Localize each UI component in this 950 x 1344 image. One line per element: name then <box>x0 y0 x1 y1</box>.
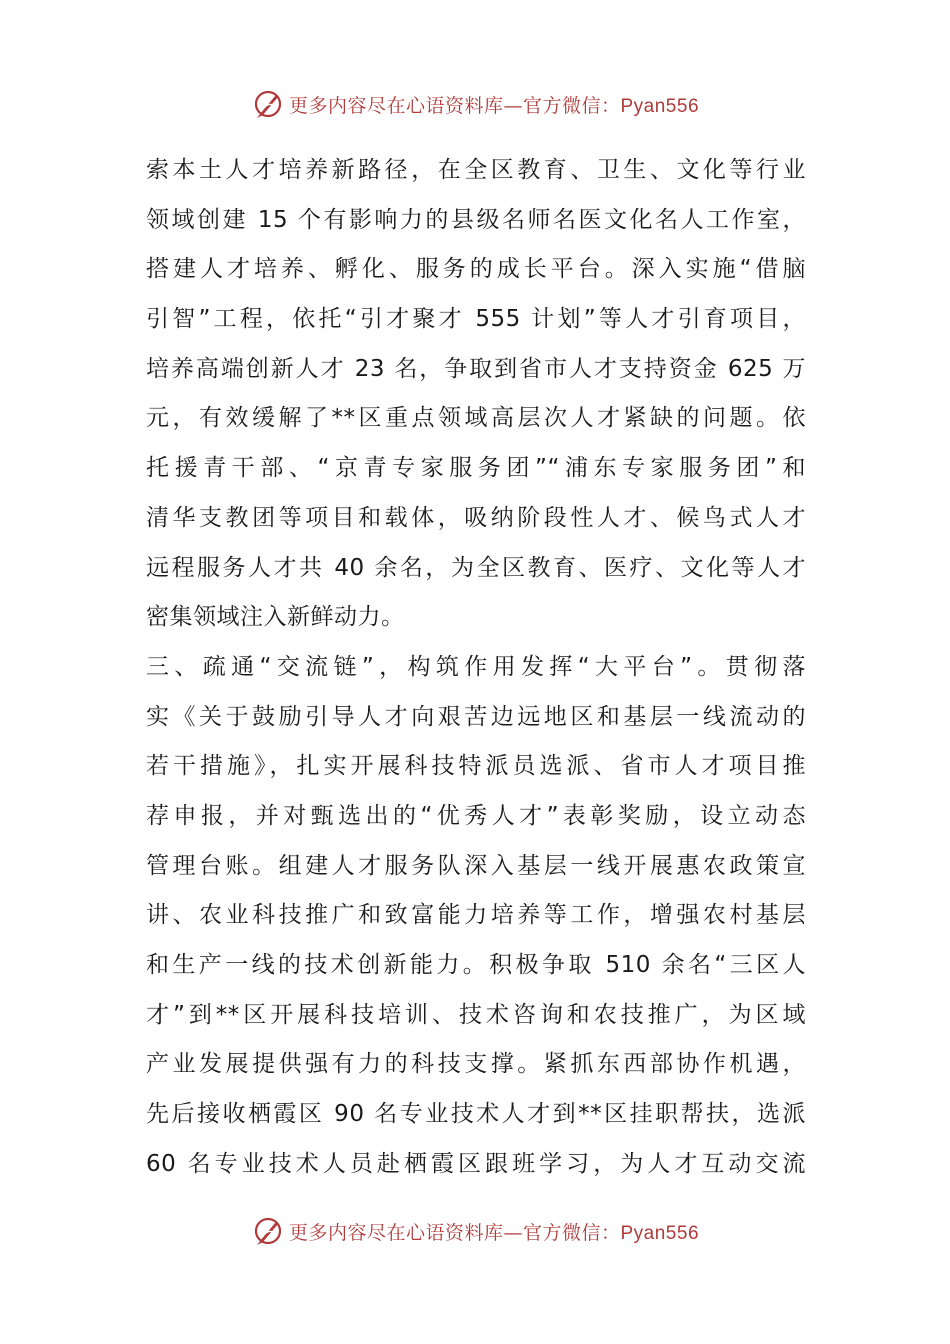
watermark-wechat-id: Pyan556 <box>620 95 700 117</box>
body-line: 若干措施》，扎实开展科技特派员选派、省市人才项目推 <box>146 753 806 780</box>
body-line: 才”到**区开展科技培训、技术咨询和农技推广，为区域 <box>146 1001 806 1028</box>
body-line: 60 名专业技术人员赴栖霞区跟班学习，为人才互动交流 <box>146 1150 806 1177</box>
body-line: 领域创建 15 个有影响力的县级名师名医文化名人工作室， <box>146 206 806 233</box>
watermark-text <box>289 1218 699 1245</box>
body-line: 荐申报，并对甄选出的“优秀人才”表彰奖励，设立动态 <box>146 802 806 829</box>
watermark-wechat-id: Pyan556 <box>620 1222 700 1244</box>
body-line: 元，有效缓解了**区重点领域高层次人才紧缺的问题。依 <box>146 405 806 432</box>
body-line: 密集领域注入新鲜动力。 <box>146 604 405 631</box>
section-heading-line: 三、疏通“交流链”，构筑作用发挥“大平台”。贯彻落 <box>146 653 806 680</box>
watermark-label: 更多内容尽在心语资料库—官方微信： <box>288 1221 621 1244</box>
body-line: 讲、农业科技推广和致富能力培养等工作，增强农村基层 <box>146 902 806 929</box>
body-line: 实《关于鼓励引导人才向艰苦边远地区和基层一线流动的 <box>146 703 806 730</box>
body-line: 托援青干部、“京青专家服务团”“浦东专家服务团”和 <box>146 455 806 482</box>
body-line: 清华支教团等项目和载体，吸纳阶段性人才、候鸟式人才 <box>146 504 806 531</box>
pen-nib-logo-icon <box>251 1214 285 1248</box>
watermark-label: 更多内容尽在心语资料库—官方微信： <box>288 94 621 117</box>
body-line: 引智”工程，依托“引才聚才 555 计划”等人才引育项目， <box>146 306 806 333</box>
header-watermark <box>0 84 950 124</box>
body-line: 管理台账。组建人才服务队深入基层一线开展惠农政策宣 <box>146 852 806 879</box>
watermark-text <box>289 91 699 118</box>
body-line: 和生产一线的技术创新能力。积极争取 510 余名“三区人 <box>146 952 806 978</box>
body-line: 搭建人才培养、孵化、服务的成长平台。深入实施“借脑 <box>146 256 806 283</box>
body-line: 产业发展提供强有力的科技支撑。紧抓东西部协作机遇， <box>146 1051 806 1078</box>
body-line: 远程服务人才共 40 余名，为全区教育、医疗、文化等人才 <box>146 554 806 581</box>
body-line: 先后接收栖霞区 90 名专业技术人才到**区挂职帮扶，选派 <box>146 1101 806 1128</box>
body-line: 培养高端创新人才 23 名，争取到省市人才支持资金 625 万 <box>146 355 806 382</box>
footer-watermark <box>0 1211 950 1251</box>
pen-nib-logo-icon <box>251 87 285 121</box>
body-line: 索本土人才培养新路径，在全区教育、卫生、文化等行业 <box>146 157 806 183</box>
document-body <box>146 146 806 1189</box>
